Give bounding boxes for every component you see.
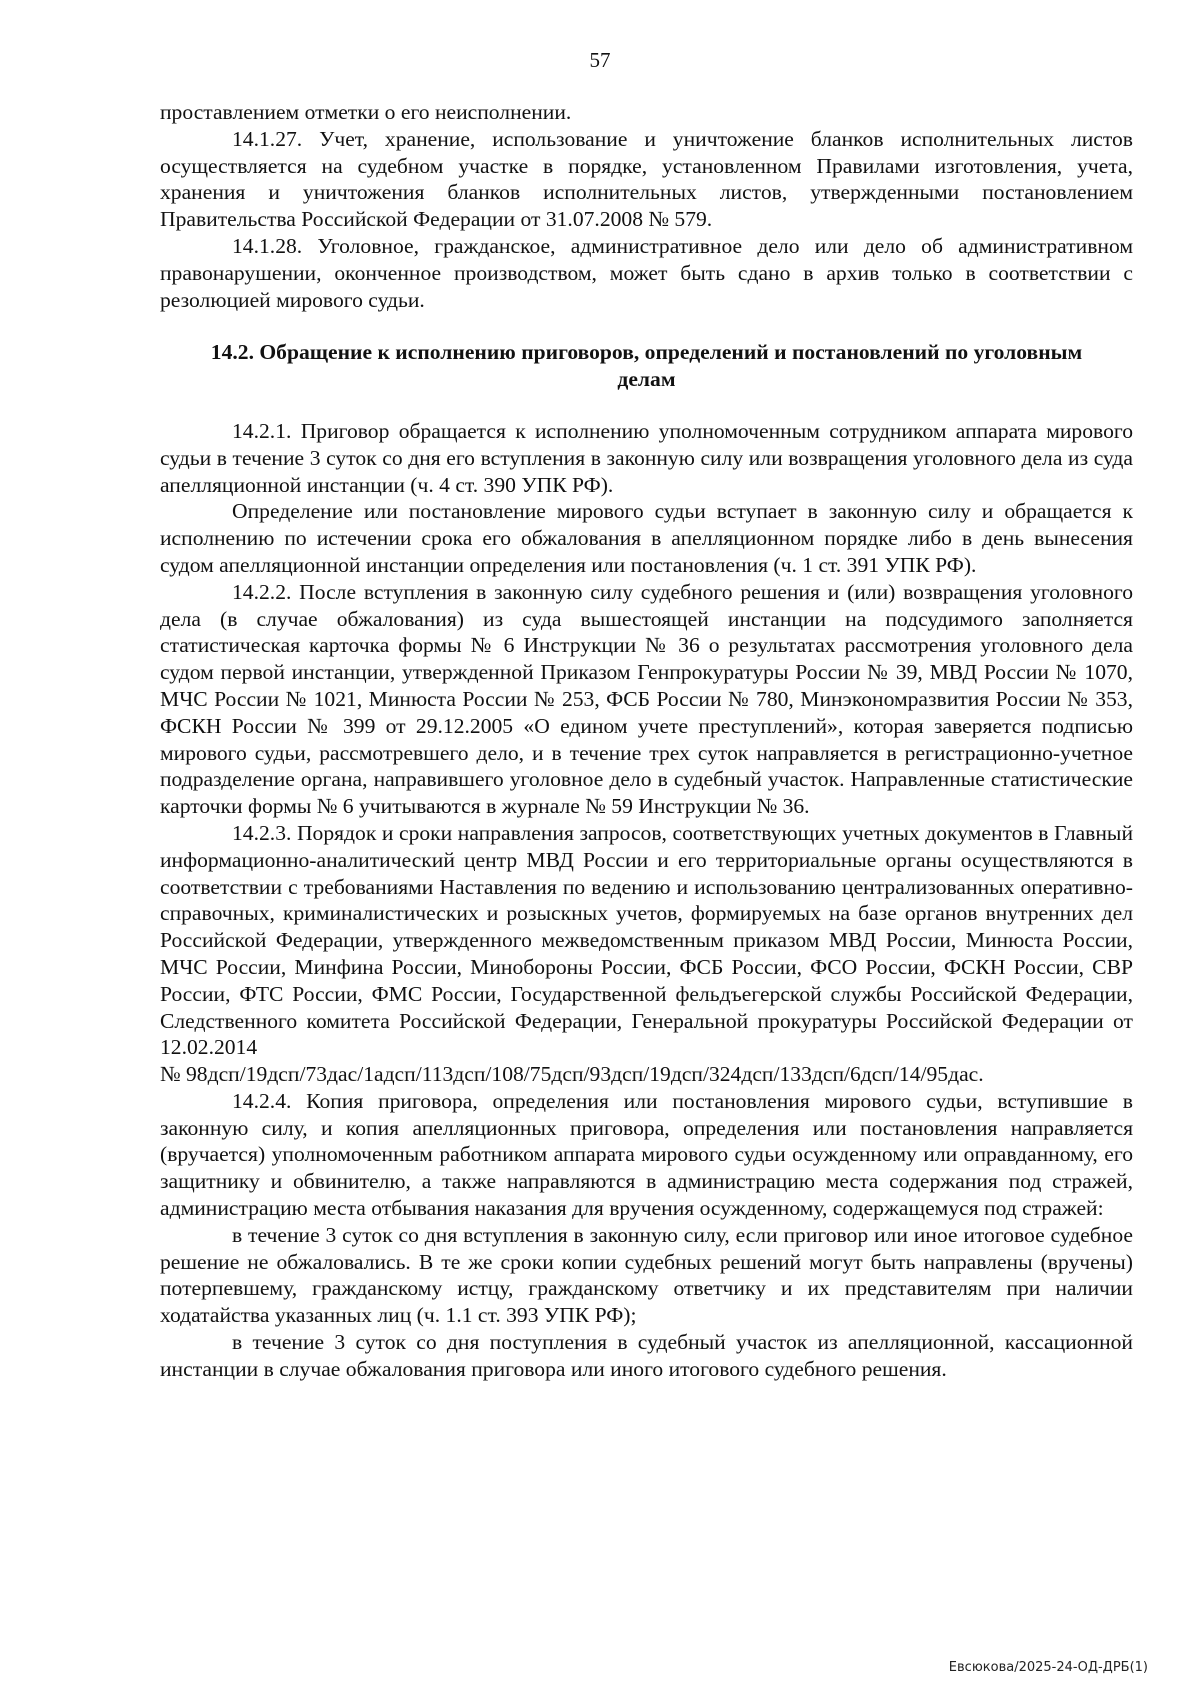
paragraph-14-2-4-item-a: в течение 3 суток со дня вступления в законную силу, если приговор или иное итоговое судебное решение не обжаловались. В те же сроки копии судебных решений могут быть направлены (вручены) потерпевшему, гражданскому истцу, гражданскому ответчику и их представителям при наличии ходатайства указанных лиц (ч. 1.1 ст. 393 УПК РФ);: [160, 1222, 1133, 1328]
paragraph-14-1-27: 14.1.27. Учет, хранение, использование и уничтожение бланков исполнительных листов осуществляется на судебном участке в порядке, установленном Правилами изготовления, учета, хранения и уничтожения бланков исполнительных листов, утвержденными постановлением Правительства Российской Федерации от 31.07.2008 № 579.: [160, 126, 1133, 232]
paragraph-14-1-28: 14.1.28. Уголовное, гражданское, административное дело или дело об административном правонарушении, оконченное производством, может быть сдано в архив только в соответствии с резолюцией мирового судьи.: [160, 233, 1133, 312]
section-heading-14-2: 14.2. Обращение к исполнению приговоров, определений и постановлений по уголовным делам: [210, 340, 1083, 392]
document-footer-code: Евсюкова/2025-24-ОД-ДРБ(1): [948, 1660, 1148, 1675]
paragraph-14-2-1-definition: Определение или постановление мирового судьи вступает в законную силу и обращается к исполнению по истечении срока его обжалования в апелляционном порядке либо в день вынесения судом апелляционной инстанции определения или постановления (ч. 1 ст. 391 УПК РФ).: [160, 499, 1133, 577]
paragraph-14-2-2: 14.2.2. После вступления в законную силу судебного решения и (или) возвращения уголовного дела (в случае обжалования) из суда вышестоящей инстанции на подсудимого заполняется статистическая карточка формы № 6 Инструкции № 36 о результатах рассмотрения уголовного дела судом первой инстанции, утвержденной Приказом Генпрокуратуры России № 39, МВД России № 1070, МЧС России № 1021, Минюста России № 253, ФСБ России № 780, Минэкономразвития России № 353, ФСКН России № 399 от 29.12.2005 «О едином учете преступлений», которая заверяется подписью мирового судьи, рассмотревшего дело, и в течение трех суток направляется в регистрационно-учетное подразделение органа, направившего уголовное дело в судебный участок. Направленные статистические карточки формы № 6 учитываются в журнале № 59 Инструкции № 36.: [160, 579, 1133, 819]
page-number: 57: [589, 48, 611, 72]
paragraph-14-2-4-item-b: в течение 3 суток со дня поступления в судебный участок из апелляционной, кассационной инстанции в случае обжалования приговора или иного итогового судебного решения.: [160, 1330, 1133, 1381]
paragraph-14-2-3-order-number: № 98дсп/19дсп/73дас/1адсп/113дсп/108/75дсп/93дсп/19дсп/324дсп/133дсп/6дсп/14/95дас.: [160, 1062, 984, 1087]
paragraph-14-2-4: 14.2.4. Копия приговора, определения или постановления мирового судьи, вступившие в законную силу, и копия апелляционных приговора, определения или постановления направляется (вручается) уполномоченным работником аппарата мирового судьи осужденному или оправданному, его защитнику и обвинителю, а также направляются в администрацию места содержания под стражей, администрацию места отбывания наказания для вручения осужденному, содержащемуся под стражей:: [160, 1088, 1133, 1221]
paragraph-continuation: проставлением отметки о его неисполнении.: [160, 100, 572, 124]
paragraph-14-2-3: 14.2.3. Порядок и сроки направления запросов, соответствующих учетных документов в Главный информационно-аналитический центр МВД России и его территориальные органы осуществляются в соответствии с требованиями Наставления по ведению и использованию централизованных оперативно-справочных, криминалистических и розыскных учетов, формируемых на базе органов внутренних дел Российской Федерации, утвержденного межведомственным приказом МВД России, Минюста России, МЧС России, Минфина России, Минобороны России, ФСБ России, ФСО России, ФСКН России, СВР России, ФТС России, ФМС России, Государственной фельдъегерской службы Российской Федерации, Следственного комитета Российской Федерации, Генеральной прокуратуры Российской Федерации от 12.02.2014: [160, 820, 1133, 1060]
document-body: [160, 99, 1133, 1383]
paragraph-14-2-1: 14.2.1. Приговор обращается к исполнению уполномоченным сотрудником аппарата мирового судьи в течение 3 суток со дня его вступления в законную силу или возвращения уголовного дела из суда апелляционной инстанции (ч. 4 ст. 390 УПК РФ).: [160, 418, 1133, 497]
